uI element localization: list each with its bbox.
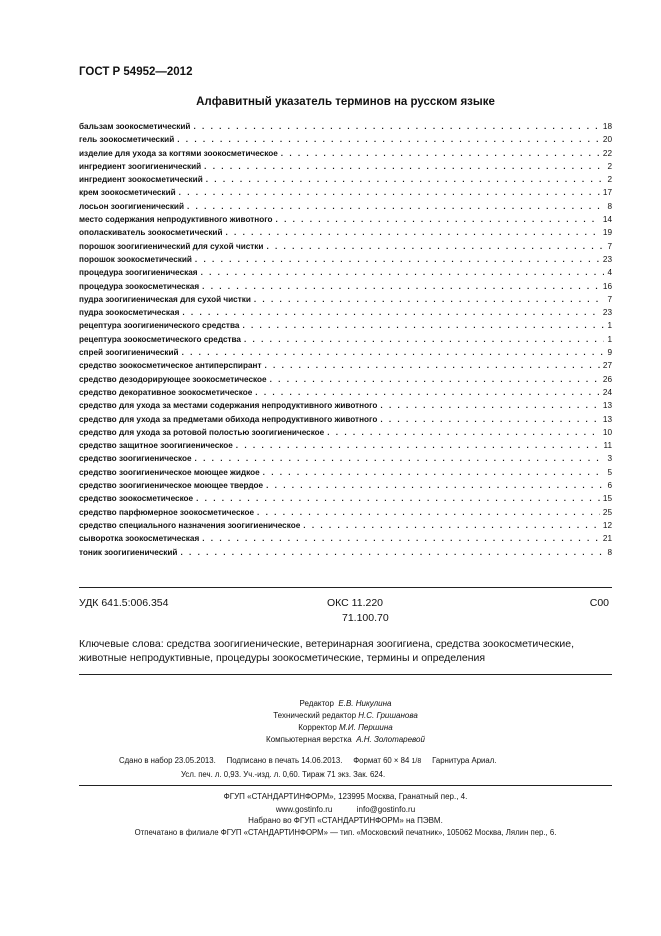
index-page-number: 20 (602, 135, 612, 145)
index-entry (79, 534, 612, 547)
index-term: ополаскиватель зоокосметический (79, 228, 223, 238)
index-entry (79, 401, 612, 414)
index-page-number: 1 (607, 334, 612, 344)
print-info-line-1: Сдано в набор 23.05.2013. Подписано в печать 14.06.2013. Формат 60 × 84 1/8 Гарнитура Ариал. (119, 756, 497, 765)
index-term: ингредиент зоокосметический (79, 175, 203, 185)
index-entry (79, 375, 612, 388)
typeset-note: Набрано во ФГУП «СТАНДАРТИНФОРМ» на ПЭВМ. (248, 816, 443, 825)
index-entry (79, 175, 612, 188)
index-entry (79, 255, 612, 268)
dot-leader (266, 481, 604, 490)
index-entry (79, 441, 612, 454)
dot-leader (180, 548, 604, 557)
index-entry (79, 548, 612, 561)
publisher-email[interactable]: info@gostinfo.ru (356, 805, 416, 814)
index-title: Алфавитный указатель терминов на русском языке (196, 96, 495, 108)
index-entry (79, 188, 612, 201)
index-entry (79, 215, 612, 228)
index-term: тоник зоогигиенический (79, 547, 178, 557)
index-page-number: 7 (607, 294, 612, 304)
index-page-number: 22 (602, 148, 612, 158)
index-entry (79, 415, 612, 428)
index-entry (79, 481, 612, 494)
index-page-number: 12 (602, 520, 612, 530)
divider (79, 674, 612, 675)
index-term: рецептура зоогигиенического средства (79, 321, 240, 331)
dot-leader (270, 375, 600, 384)
divider (79, 785, 612, 786)
dot-leader (204, 162, 604, 171)
index-entry (79, 308, 612, 321)
dot-leader (179, 188, 600, 197)
index-page-number: 6 (607, 481, 612, 491)
index-term: изделие для ухода за когтями зоокосметическое (79, 148, 278, 158)
index-page-number: 21 (602, 534, 612, 544)
dot-leader (264, 361, 599, 370)
publisher-website[interactable]: www.gostinfo.ru (275, 805, 333, 814)
index-entry (79, 508, 612, 521)
dot-leader (236, 441, 601, 450)
dot-leader (254, 295, 605, 304)
index-page-number: 24 (602, 387, 612, 397)
credit-proofreader: Корректор М.И. Першина (298, 723, 393, 732)
dot-leader (182, 308, 600, 317)
index-page-number: 9 (607, 348, 612, 358)
index-page-number: 25 (602, 507, 612, 517)
index-term: средство зоогигиеническое (79, 454, 192, 464)
index-entry (79, 361, 612, 374)
index-page-number: 27 (602, 361, 612, 371)
index-entry (79, 149, 612, 162)
dot-leader (327, 428, 600, 437)
dot-leader (206, 175, 605, 184)
index-page-number: 23 (602, 254, 612, 264)
index-page-number: 11 (603, 441, 612, 451)
dot-leader (281, 149, 600, 158)
index-page-number: 3 (607, 454, 612, 464)
index-entry (79, 321, 612, 334)
oks-code-secondary: 71.100.70 (342, 612, 389, 624)
format-fraction: 1/8 (411, 758, 422, 765)
dot-leader (263, 468, 605, 477)
index-term: средство декоративное зоокосметическое (79, 387, 253, 397)
index-term: процедура зоокосметическая (79, 281, 200, 291)
index-term: средство зоокосметическое (79, 494, 194, 504)
index-term: средство для ухода за ротовой полостью зоогигиеническое (79, 427, 325, 437)
index-entry (79, 388, 612, 401)
index-page-number: 15 (602, 494, 612, 504)
dot-leader (266, 242, 604, 251)
dot-leader (201, 268, 605, 277)
index-page-number: 8 (607, 201, 612, 211)
index-entry (79, 521, 612, 534)
keywords: Ключевые слова: средства зоогигиенические, ветеринарная зоогигиена, средства зоокосметические, животные непродуктивные, процедуры зоокосметические, термины и определения (79, 638, 575, 664)
index-term: пудра зоогигиеническая для сухой чистки (79, 294, 251, 304)
index-page-number: 13 (602, 414, 612, 424)
standard-number: ГОСТ Р 54952—2012 (79, 66, 193, 78)
dot-leader (202, 534, 600, 543)
index-term: средство для ухода за предметами обихода непродуктивного животного (79, 414, 378, 424)
index-entry (79, 282, 612, 295)
dot-leader (257, 508, 600, 517)
credit-tech-editor: Технический редактор Н.С. Гришанова (273, 711, 418, 720)
dot-leader (187, 202, 604, 211)
index-entry (79, 348, 612, 361)
index-term: порошок зоокосметический (79, 254, 192, 264)
credit-layout: Компьютерная верстка А.Н. Золотаревой (266, 735, 425, 744)
index-entry (79, 162, 612, 175)
index-term: средство зоогигиеническое моющее твердое (79, 481, 264, 491)
dot-leader (380, 401, 599, 410)
index-entry (79, 242, 612, 255)
index-term: порошок зоогигиенический для сухой чистки (79, 241, 264, 251)
dot-leader (195, 454, 605, 463)
index-page-number: 2 (607, 161, 612, 171)
index-entry (79, 295, 612, 308)
oks-code: ОКС 11.220 (327, 597, 384, 609)
index-entry (79, 202, 612, 215)
index-page-number: 26 (602, 374, 612, 384)
dot-leader (276, 215, 600, 224)
index-term: рецептура зоокосметического средства (79, 334, 241, 344)
index-entry (79, 454, 612, 467)
index-term: средство зоогигиеническое моющее жидкое (79, 467, 260, 477)
dot-leader (202, 282, 600, 291)
index-term: бальзам зоокосметический (79, 122, 191, 131)
dot-leader (244, 335, 604, 344)
index-term: лосьон зоогигиенический (79, 201, 184, 211)
index-entry (79, 122, 612, 135)
index-term: место содержания непродуктивного животного (79, 215, 273, 225)
index-page-number: 23 (602, 308, 612, 318)
index-term: средство защитное зоогигиеническое (79, 441, 233, 451)
dot-leader (242, 321, 604, 330)
index-page-number: 5 (607, 467, 612, 477)
index-term: процедура зоогигиеническая (79, 268, 198, 278)
index-page-number: 16 (602, 281, 612, 291)
index-term: сыворотка зоокосметическая (79, 534, 200, 544)
index-page-number: 1 (607, 321, 612, 331)
divider (79, 587, 612, 588)
index-entry (79, 335, 612, 348)
index-entry (79, 135, 612, 148)
index-entry (79, 228, 612, 241)
index-entry (79, 428, 612, 441)
index-page-number: 18 (602, 122, 612, 131)
index-term: средство дезодорирующее зоокосметическое (79, 374, 267, 384)
index-entry (79, 268, 612, 281)
udk-code: УДК 641.5:006.354 (79, 597, 169, 609)
dot-leader (196, 494, 600, 503)
index-page-number: 14 (602, 215, 612, 225)
index-term: пудра зоокосметическая (79, 308, 180, 318)
index-page-number: 2 (607, 175, 612, 185)
index-page-number: 13 (602, 401, 612, 411)
index-term: средство для ухода за местами содержания непродуктивного животного (79, 401, 378, 411)
index-page-number: 4 (607, 268, 612, 278)
classification-code: C00 (589, 597, 609, 609)
index-page-number: 7 (607, 241, 612, 251)
dot-leader (182, 348, 605, 357)
index-term: средство зоокосметическое антиперспирант (79, 361, 262, 371)
print-info-line-2: Усл. печ. л. 0,93. Уч.-изд. л. 0,60. Тираж 71 экз. Зак. 624. (181, 770, 386, 779)
index-term: спрей зоогигиенический (79, 348, 179, 358)
index-page-number: 17 (602, 188, 612, 198)
publisher-address: ФГУП «СТАНДАРТИНФОРМ», 123995 Москва, Гранатный пер., 4. (223, 792, 468, 801)
index-term: гель зоокосметический (79, 135, 175, 145)
index-term: средство парфюмерное зоокосметическое (79, 507, 255, 517)
publisher-contacts (79, 805, 612, 814)
printed-note: Отпечатано в филиале ФГУП «СТАНДАРТИНФОРМ» — тип. «Московский печатник», 105062 Москва, Лялин пер., 6. (134, 828, 557, 837)
dot-leader (177, 135, 600, 144)
index-page-number: 10 (602, 427, 612, 437)
credit-editor: Редактор Е.В. Никулина (299, 699, 392, 708)
index-term: крем зоокосметический (79, 188, 176, 198)
index-term: средство специального назначения зоогигиеническое (79, 520, 301, 530)
index-term: ингредиент зоогигиенический (79, 161, 202, 171)
index-entry (79, 468, 612, 481)
dot-leader (195, 255, 600, 264)
index-page-number: 8 (607, 547, 612, 557)
index-page-number: 19 (602, 228, 612, 238)
term-index-list (79, 122, 612, 561)
dot-leader (226, 228, 600, 237)
dot-leader (193, 122, 599, 131)
index-entry (79, 494, 612, 507)
dot-leader (380, 415, 600, 424)
dot-leader (303, 521, 600, 530)
dot-leader (255, 388, 600, 397)
